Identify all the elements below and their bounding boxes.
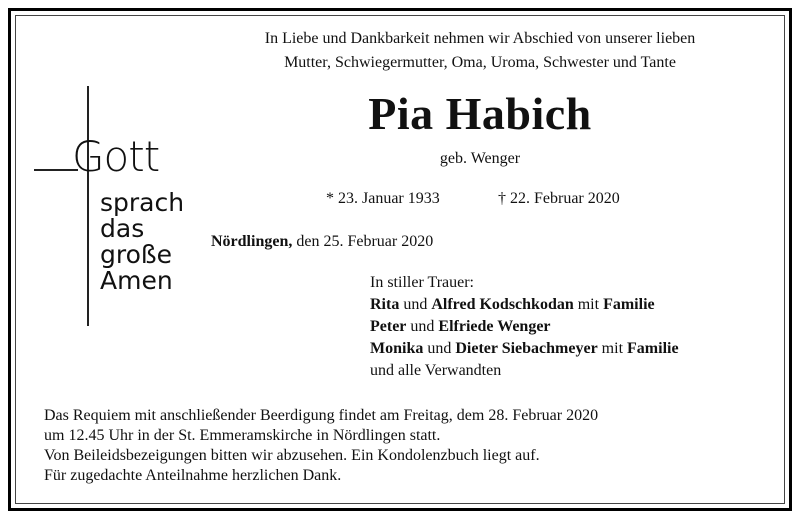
mourner-and: und — [427, 340, 452, 357]
mourner-partner-name: Elfriede Wenger — [438, 318, 551, 335]
mourner-mit: mit — [601, 340, 624, 357]
born-name: geb. Wenger — [439, 150, 521, 167]
mourner-row — [370, 316, 679, 338]
mourner-row — [370, 294, 679, 316]
mourners-block — [370, 272, 679, 382]
notice-line-1: Das Requiem mit anschließender Beerdigung findet am Freitag, dem 28. Februar 2020 — [44, 407, 599, 424]
notice-line-4: Für zugedachte Anteilnahme herzlichen Dank. — [44, 467, 342, 484]
logo-word-amen: Amen — [100, 266, 173, 295]
intro-line-1: In Liebe und Dankbarkeit nehmen wir Abschied von unserer lieben — [264, 30, 696, 47]
mourners-heading: In stiller Trauer: — [370, 274, 474, 291]
mourner-family: Familie — [627, 340, 679, 357]
death-date: † 22. Februar 2020 — [498, 190, 620, 207]
deceased-name: Pia Habich — [368, 88, 592, 139]
mourner-and: und — [410, 318, 435, 335]
logo-word-sprach: sprach — [100, 188, 185, 217]
mourner-family: Familie — [603, 296, 655, 313]
mourner-partner-name: Alfred Kodschkodan — [431, 296, 574, 313]
intro-line-2: Mutter, Schwiegermutter, Oma, Uroma, Schwester und Tante — [284, 54, 676, 71]
intro-text — [200, 27, 760, 75]
mourner-partner-name: Dieter Siebachmeyer — [455, 340, 598, 357]
place: Nördlingen, — [211, 233, 293, 250]
logo-word-grosse: große — [100, 240, 173, 269]
mourner-mit: mit — [577, 296, 600, 313]
funeral-notice — [44, 406, 598, 486]
date: den 25. Februar 2020 — [296, 233, 434, 250]
cross-vertical-bar — [87, 86, 89, 326]
mourners-closing: und alle Verwandten — [370, 362, 502, 379]
logo-word-gott: Gott — [72, 132, 160, 181]
mourner-and: und — [403, 296, 428, 313]
mourner-first-name: Rita — [370, 296, 400, 313]
mourner-first-name: Peter — [370, 318, 407, 335]
mourner-row — [370, 338, 679, 360]
mourner-first-name: Monika — [370, 340, 424, 357]
notice-line-3: Von Beileidsbezeigungen bitten wir abzusehen. Ein Kondolenzbuch liegt auf. — [44, 447, 540, 464]
logo-word-das: das — [100, 214, 145, 243]
birth-date: * 23. Januar 1933 — [326, 190, 440, 207]
notice-line-2: um 12.45 Uhr in der St. Emmeramskirche in Nördlingen statt. — [44, 427, 441, 444]
place-date — [211, 233, 433, 251]
